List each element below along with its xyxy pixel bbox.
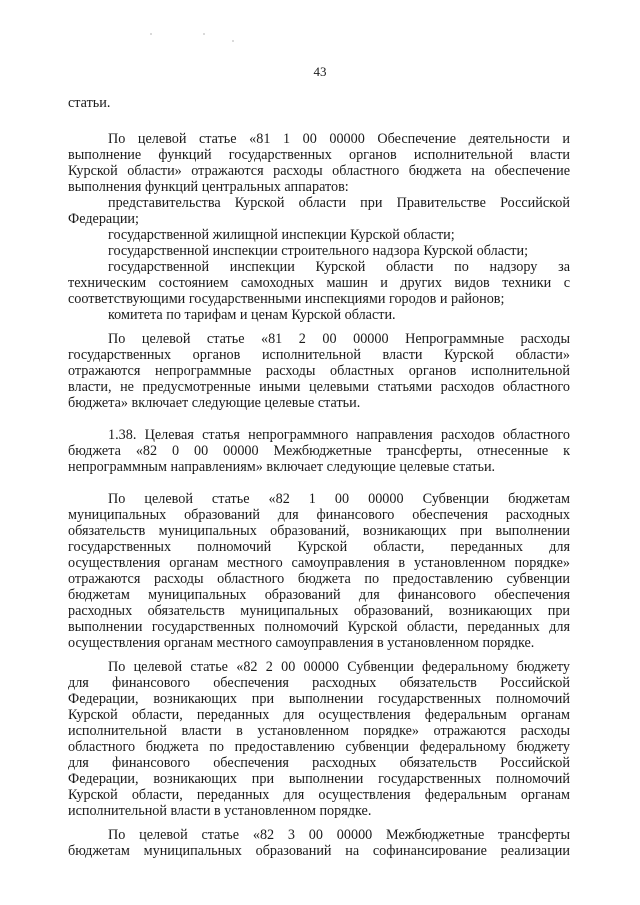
scan-speck — [232, 40, 234, 42]
text-line: государственных полномочий Курской области, переданных для — [68, 539, 570, 555]
text-line: Курской области, переданных для осуществления федеральным органам — [68, 787, 570, 803]
list-item: Федерации; — [68, 211, 139, 227]
text-line: По целевой статье «82 3 00 00000 Межбюджетные трансферты — [108, 827, 570, 843]
text-line: осуществления органам местного самоуправления в установленном порядке» — [68, 555, 570, 571]
text-line: непрограммным направлениям» включает следующие целевые статьи. — [68, 459, 496, 475]
list-item: государственной инспекции Курской области по надзору за — [108, 259, 570, 275]
text-line: исполнительной власти в установленном порядке. — [68, 803, 372, 819]
text-line: для финансового обеспечения расходных обязательств Российской — [68, 675, 570, 691]
text-line: муниципальных образований для финансового обеспечения расходных — [68, 507, 570, 523]
text-line: По целевой статье «81 1 00 00000 Обеспечение деятельности и — [108, 131, 570, 147]
page-number: 43 — [313, 64, 327, 79]
paragraph-article-81-2 — [68, 331, 570, 411]
paragraph-article-82-2 — [68, 659, 570, 819]
text-line: бюджета» включает следующие целевые статьи. — [68, 395, 361, 411]
list-item: техническим состоянием самоходных машин и других видов техники с — [68, 275, 570, 291]
list-item: государственной жилищной инспекции Курской области; — [108, 227, 455, 243]
text-line: исполнительной власти в установленном порядке» отражаются расходы — [68, 723, 570, 739]
text-line: По целевой статье «82 2 00 00000 Субвенции федеральному бюджету — [108, 659, 570, 675]
list-item: комитета по тарифам и ценам Курской области. — [108, 307, 396, 323]
scan-speck — [203, 33, 205, 35]
scan-speck — [150, 33, 152, 35]
paragraph-article-82-1 — [68, 491, 570, 651]
paragraph-1-38 — [68, 427, 570, 475]
text-line: для финансового обеспечения расходных обязательств Российской — [68, 755, 570, 771]
text-line: областного бюджета по предоставлению субвенции федеральному бюджету — [68, 739, 570, 755]
text-line: выполнение функций государственных органов исполнительной власти — [68, 147, 570, 163]
text-line: обязательств муниципальных образований, возникающих при выполнении — [68, 523, 570, 539]
text-line: выполнения функций центральных аппаратов: — [68, 179, 349, 195]
text-line: По целевой статье «82 1 00 00000 Субвенции бюджетам — [108, 491, 570, 507]
text-line: Курской области, переданных для осуществления федеральным органам — [68, 707, 570, 723]
paragraph-article-81-1 — [68, 131, 570, 195]
list-item: представительства Курской области при Правительстве Российской — [108, 195, 570, 211]
text-line: бюджета «82 0 00 00000 Межбюджетные трансферты, отнесенные к — [68, 443, 570, 459]
list-item: соответствующими государственными инспекциями городов и районов; — [68, 291, 505, 307]
text-line: осуществления органам местного самоуправления в установленном порядке. — [68, 635, 535, 651]
paragraph-article-82-3 — [68, 827, 570, 859]
list-central-apparatus — [68, 195, 570, 323]
text-line: бюджетам муниципальных образований на софинансирование реализации — [68, 843, 570, 859]
text-line: 1.38. Целевая статья непрограммного направления расходов областного — [108, 427, 570, 443]
text-line: Федерации, возникающих при выполнении государственных полномочий — [68, 691, 570, 707]
text-line: Курской области» отражаются расходы областного бюджета на обеспечение — [68, 163, 570, 179]
text-line: отражаются расходы областного бюджета по предоставлению субвенции — [68, 571, 570, 587]
text-line: бюджетам муниципальных образований для финансового обеспечения — [68, 587, 570, 603]
text-line: отражаются непрограммные расходы областных органов исполнительной — [68, 363, 570, 379]
list-item: государственной инспекции строительного надзора Курской области; — [108, 243, 529, 259]
text-line: статьи. — [68, 95, 111, 111]
text-line: власти, не предусмотренные иными целевыми статьями расходов областного — [68, 379, 570, 395]
text-line: По целевой статье «81 2 00 00000 Непрограммные расходы — [108, 331, 570, 347]
text-line: государственных органов исполнительной власти Курской области» — [68, 347, 570, 363]
paragraph-continuation — [68, 95, 570, 111]
text-line: Федерации, возникающих при выполнении государственных полномочий — [68, 771, 570, 787]
text-line: выполнении государственных полномочий Курской области, переданных для — [68, 619, 570, 635]
text-line: расходных обязательств муниципальных образований, возникающих при — [68, 603, 570, 619]
